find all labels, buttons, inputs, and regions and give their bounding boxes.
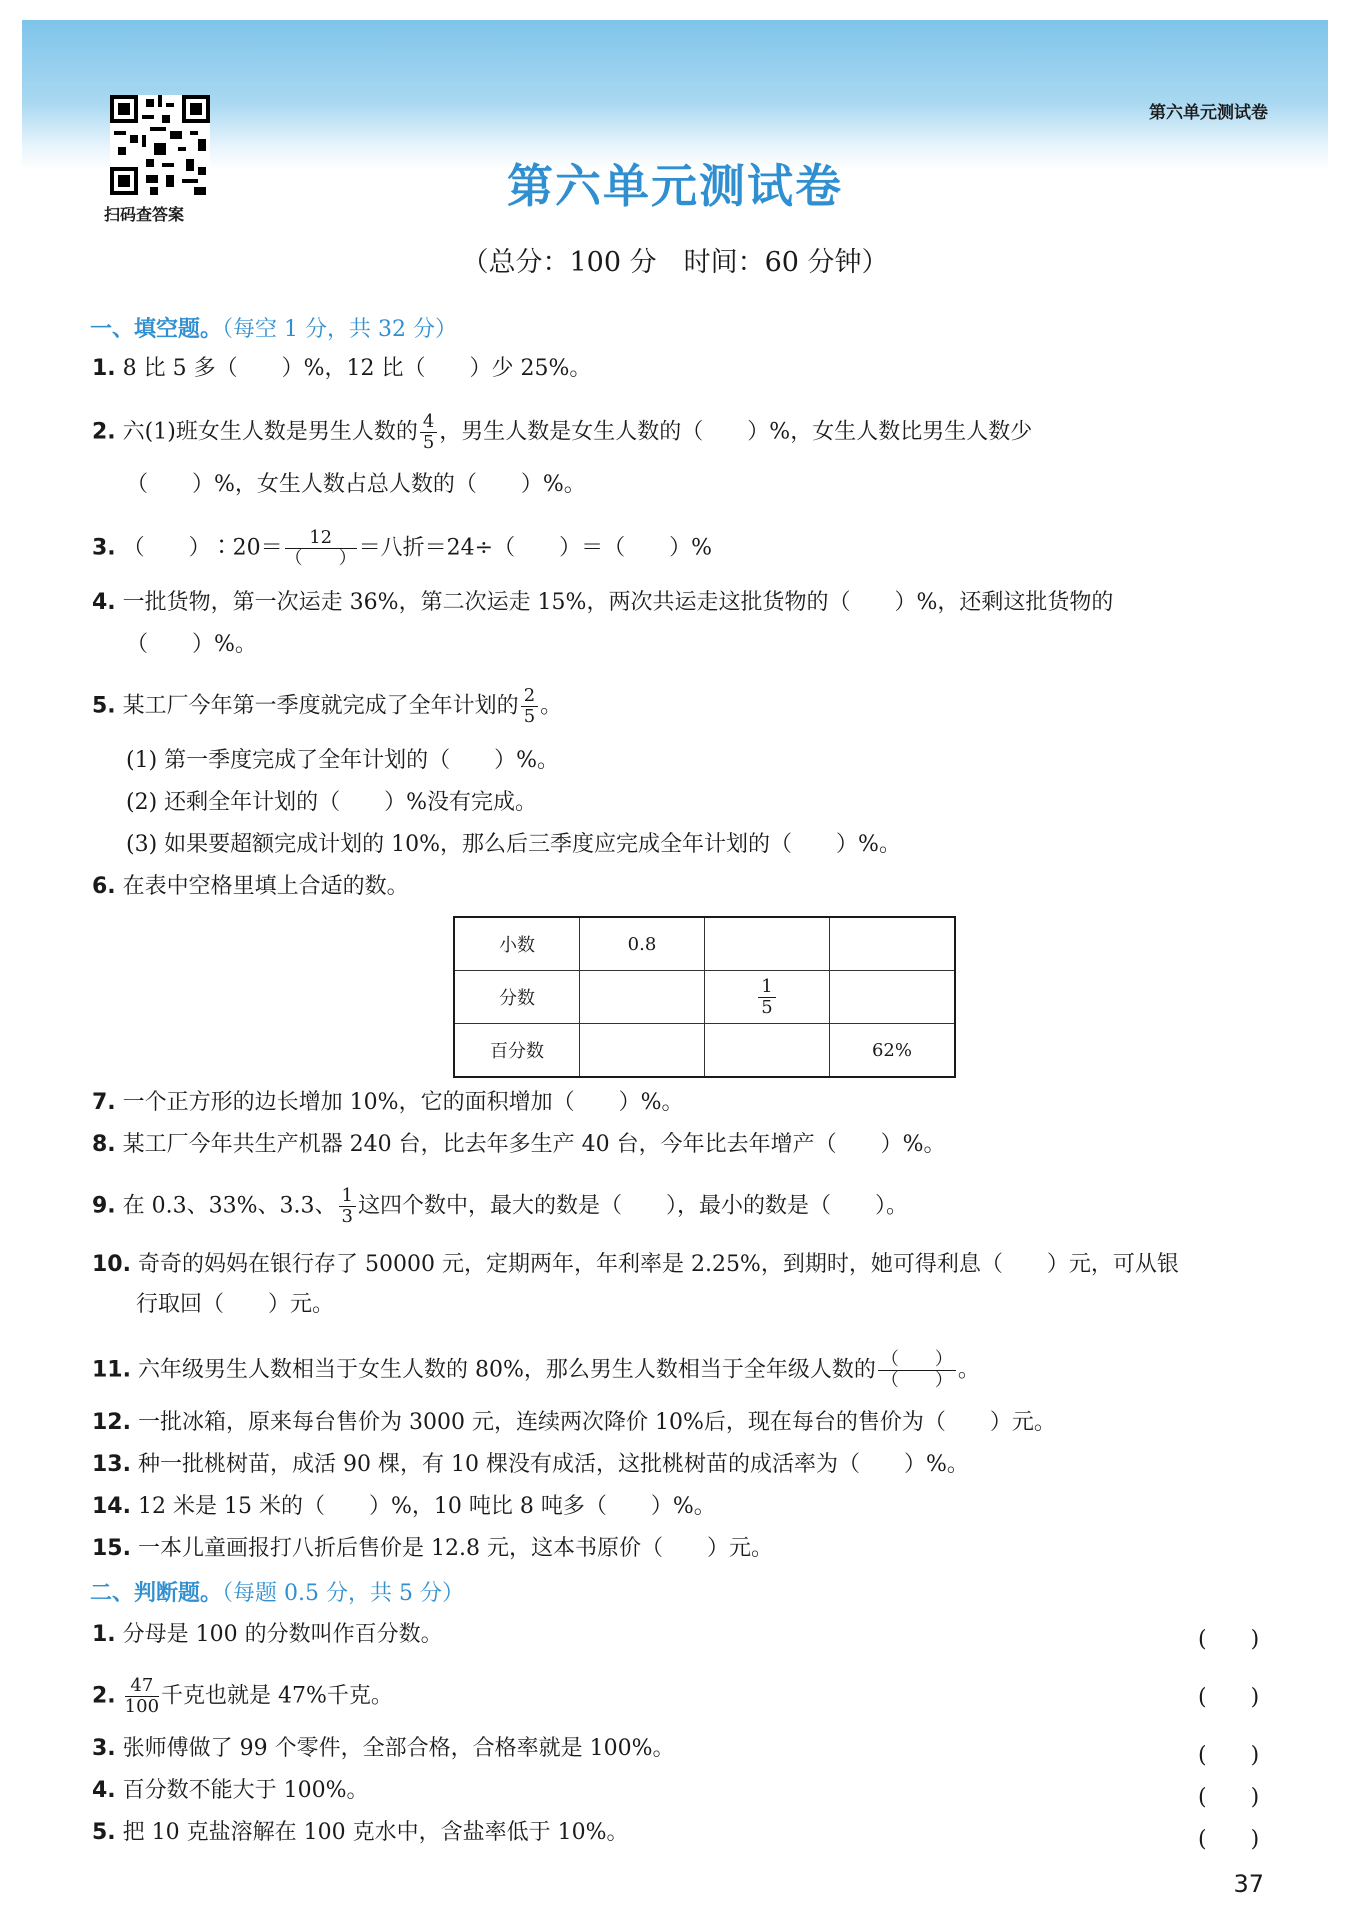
section-title: 二、判断题。 <box>90 1581 223 1606</box>
table-cell: 62% <box>830 1024 956 1078</box>
question-4: 4. 一批货物，第一次运走 36%，第二次运走 15%，两次共运走这批货物的（ ）%，还剩这批货物的 <box>92 590 1114 615</box>
header-banner <box>22 20 1328 170</box>
judge-4: 4. 百分数不能大于 100%。 <box>92 1778 369 1803</box>
question-10: 10. 奇奇的妈妈在银行存了 50000 元，定期两年，年利率是 2.25%，到期时，她可得利息（ ）元，可从银 <box>92 1252 1179 1277</box>
header-label: 第六单元测试卷 <box>1149 103 1268 123</box>
fraction: $\frac{1}{5}$ <box>758 977 775 1018</box>
question-5: 5. 某工厂今年第一季度就完成了全年计划的 $\frac{2}{5}$ 。 <box>92 685 563 727</box>
question-9: 9. 在 0.3、33%、3.3、 $\frac{1}{3}$ 这四个数中，最大的数是（ ），最小的数是（ ）。 <box>92 1185 909 1227</box>
answer-paren-5[interactable]: ( ) <box>1198 1827 1260 1852</box>
fraction: $\frac{( )}{( )}$ <box>878 1350 956 1391</box>
question-13: 13. 种一批桃树苗，成活 90 棵，有 10 棵没有成活，这批桃树苗的成活率为（ ）%。 <box>92 1452 969 1477</box>
table-cell[interactable] <box>830 917 956 971</box>
section-fill-in <box>90 312 457 343</box>
table-cell[interactable] <box>580 1024 705 1078</box>
table-cell[interactable] <box>705 1024 830 1078</box>
question-5-sub2: (2) 还剩全年计划的（ ）%没有完成。 <box>126 790 538 815</box>
table-cell <box>705 971 830 1024</box>
answer-paren-1[interactable]: ( ) <box>1198 1627 1260 1652</box>
question-15: 15. 一本儿童画报打八折后售价是 12.8 元，这本书原价（ ）元。 <box>92 1536 773 1561</box>
judge-2: 2. $\frac{47}{100}$ 千克也就是 47%千克。 <box>92 1675 393 1717</box>
judge-3: 3. 张师傅做了 99 个零件，全部合格，合格率就是 100%。 <box>92 1736 675 1761</box>
table-cell[interactable] <box>705 917 830 971</box>
question-3: 3. （ ）∶20＝ $\frac{12}{( )}$ ＝八折＝24÷（ ）＝（ ）% <box>92 527 713 569</box>
table-cell[interactable] <box>580 971 705 1024</box>
qr-caption: 扫码查答案 <box>104 205 185 224</box>
question-1: 1. 8 比 5 多（ ）%，12 比（ ）少 25%。 <box>92 356 592 381</box>
question-5-sub1: (1) 第一季度完成了全年计划的（ ）%。 <box>126 748 560 773</box>
section-title: 一、填空题。 <box>90 317 223 342</box>
section-note: （每题 0.5 分，共 5 分） <box>222 1581 464 1606</box>
fraction: $\frac{47}{100}$ <box>124 1675 160 1717</box>
question-5-sub3: (3) 如果要超额完成计划的 10%，那么后三季度应完成全年计划的（ ）%。 <box>126 832 901 857</box>
fraction: $\frac{4}{5}$ <box>420 412 437 453</box>
question-7: 7. 一个正方形的边长增加 10%，它的面积增加（ ）%。 <box>92 1090 684 1115</box>
judge-1: 1. 分母是 100 的分数叫作百分数。 <box>92 1622 443 1647</box>
question-14: 14. 12 米是 15 米的（ ）%，10 吨比 8 吨多（ ）%。 <box>92 1494 716 1519</box>
question-4-line2: （ ）%。 <box>126 632 257 657</box>
question-12: 12. 一批冰箱，原来每台售价为 3000 元，连续两次降价 10%后，现在每台的售价为（ ）元。 <box>92 1410 1056 1435</box>
section-true-false <box>90 1576 464 1607</box>
table-cell: 0.8 <box>580 917 705 971</box>
answer-paren-2[interactable]: ( ) <box>1198 1685 1260 1710</box>
judge-5: 5. 把 10 克盐溶解在 100 克水中，含盐率低于 10%。 <box>92 1820 629 1845</box>
question-10-line2: 行取回（ ）元。 <box>136 1292 335 1317</box>
table-cell[interactable] <box>830 971 956 1024</box>
answer-paren-4[interactable]: ( ) <box>1198 1785 1260 1810</box>
fraction: $\frac{2}{5}$ <box>521 686 538 727</box>
question-2: 2. 六(1)班女生人数是男生人数的 $\frac{4}{5}$ ，男生人数是女生人数的（ ）%，女生人数比男生人数少 <box>92 411 1033 453</box>
answer-paren-3[interactable]: ( ) <box>1198 1743 1260 1768</box>
section-note: （每空 1 分，共 32 分） <box>222 317 457 342</box>
fraction: $\frac{12}{( )}$ <box>284 527 357 569</box>
table-header-fraction: 分数 <box>454 971 580 1024</box>
question-8: 8. 某工厂今年共生产机器 240 台，比去年多生产 40 台，今年比去年增产（ ）%。 <box>92 1132 946 1157</box>
conversion-table <box>453 916 956 1078</box>
question-11: 11. 六年级男生人数相当于女生人数的 80%，那么男生人数相当于全年级人数的 $\frac{( )}{( )}$ 。 <box>92 1349 980 1391</box>
page-subtitle: （总分：100 分 时间：60 分钟） <box>461 247 889 278</box>
question-6: 6. 在表中空格里填上合适的数。 <box>92 874 409 899</box>
table-header-percent: 百分数 <box>454 1024 580 1078</box>
table-header-decimal: 小数 <box>454 917 580 971</box>
page-title: 第六单元测试卷 <box>507 159 843 213</box>
question-2-line2: （ ）%，女生人数占总人数的（ ）%。 <box>126 472 586 497</box>
fraction: $\frac{1}{3}$ <box>339 1186 356 1227</box>
page-number: 37 <box>1233 1870 1264 1898</box>
